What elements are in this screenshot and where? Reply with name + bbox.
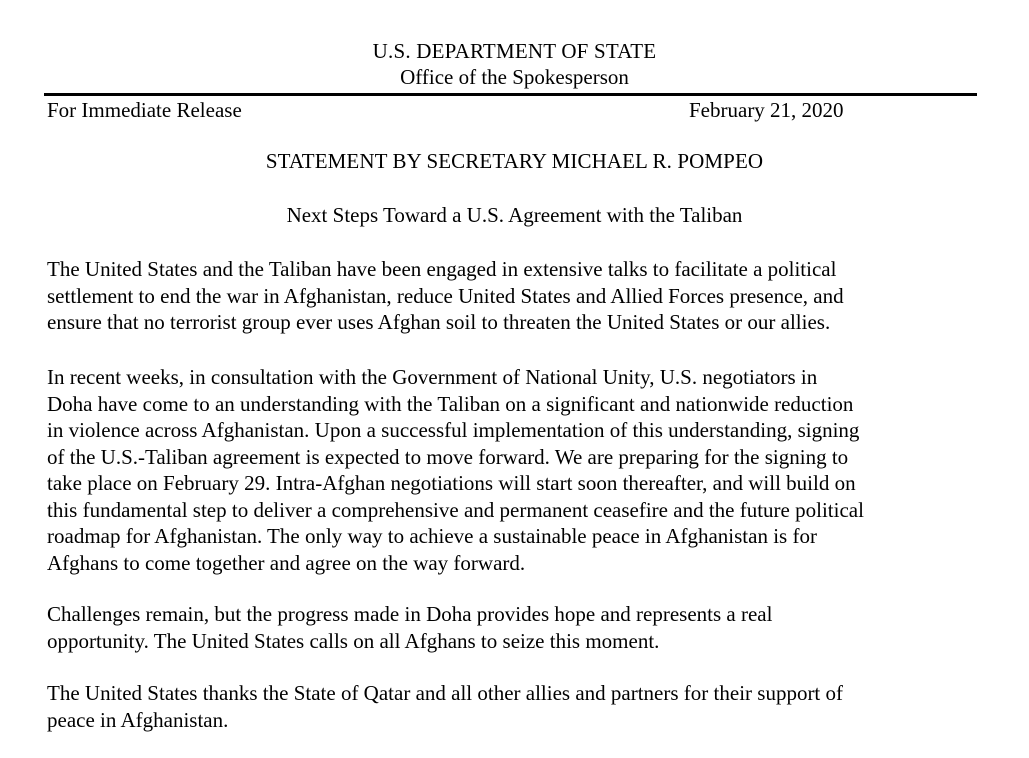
paragraph-line: In recent weeks, in consultation with the Government of National Unity, U.S. negotiators in — [47, 365, 818, 389]
release-date: February 21, 2020 — [689, 98, 844, 122]
paragraph-1 — [47, 256, 844, 336]
paragraph-line: ensure that no terrorist group ever uses Afghan soil to threaten the United States or our allies. — [47, 310, 831, 334]
paragraph-line: opportunity. The United States calls on all Afghans to seize this moment. — [47, 628, 660, 653]
paragraph-4 — [47, 680, 843, 733]
statement-title: STATEMENT BY SECRETARY MICHAEL R. POMPEO — [265, 149, 764, 173]
paragraph-2 — [47, 364, 864, 576]
paragraph-line: in violence across Afghanistan. Upon a successful implementation of this understanding, signing — [47, 418, 860, 442]
paragraph-line: Doha have come to an understanding with the Taliban on a significant and nationwide reduction — [47, 391, 854, 416]
paragraph-3 — [47, 601, 772, 654]
paragraph-line: of the U.S.-Taliban agreement is expected to move forward. We are preparing for the signing to — [47, 444, 849, 469]
paragraph-line: take place on February 29. Intra-Afghan negotiations will start soon thereafter, and will build on — [47, 471, 856, 495]
office-name: Office of the Spokesperson — [400, 65, 629, 89]
paragraph-line: The United States thanks the State of Qatar and all other allies and partners for their support of — [47, 681, 844, 705]
paragraph-line: settlement to end the war in Afghanistan, reduce United States and Allied Forces presence, and — [47, 283, 844, 308]
paragraph-line: peace in Afghanistan. — [47, 707, 229, 732]
paragraph-line: roadmap for Afghanistan. The only way to achieve a sustainable peace in Afghanistan is for — [47, 524, 817, 548]
statement-subtitle: Next Steps Toward a U.S. Agreement with the Taliban — [286, 203, 743, 227]
paragraph-line: Challenges remain, but the progress made in Doha provides hope and represents a real — [47, 602, 773, 626]
department-title: U.S. DEPARTMENT OF STATE — [372, 39, 657, 63]
paragraph-line: this fundamental step to deliver a comprehensive and permanent ceasefire and the future political — [47, 497, 864, 522]
header-divider — [44, 93, 977, 96]
release-label: For Immediate Release — [47, 98, 242, 122]
paragraph-line: Afghans to come together and agree on the way forward. — [47, 550, 526, 575]
paragraph-line: The United States and the Taliban have been engaged in extensive talks to facilitate a political — [47, 257, 837, 281]
